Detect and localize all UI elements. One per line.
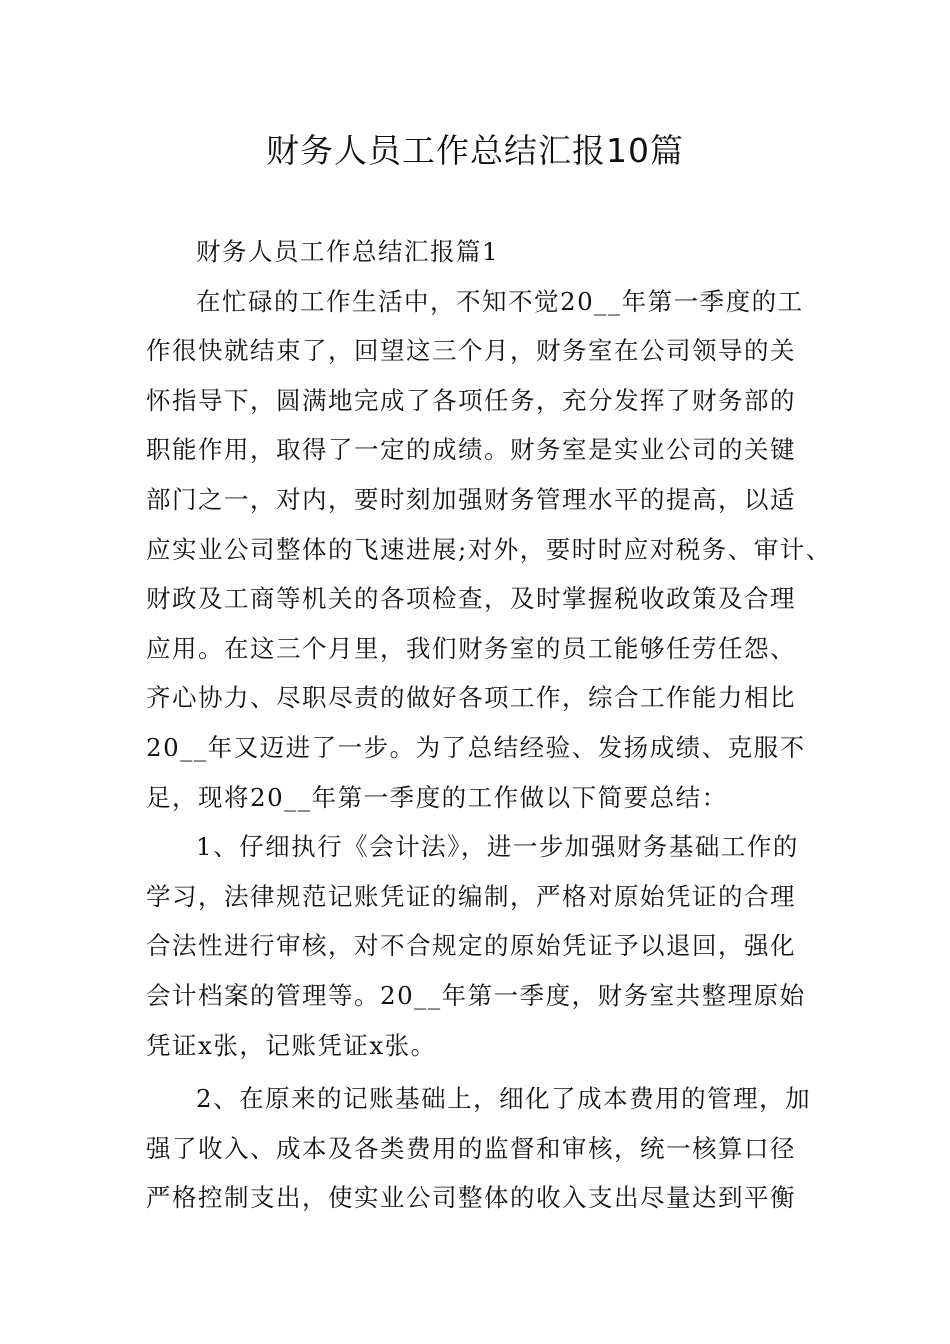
paragraph-line: 严格控制支出，使实业公司整体的收入支出尽量达到平衡 <box>146 1183 796 1213</box>
paragraph-line: 2、在原来的记账基础上，细化了成本费用的管理，加 <box>196 1084 812 1114</box>
paragraph-line: 足，现将20__年第一季度的工作做以下简要总结： <box>146 782 728 812</box>
paragraph-line: 应实业公司整体的飞速进展;对外，要时时应对税务、审计、 <box>146 534 832 564</box>
paragraph-line: 作很快就结束了，回望这三个月，财务室在公司领导的关 <box>146 336 796 366</box>
paragraph-line: 凭证x张，记账凭证x张。 <box>146 1030 437 1060</box>
document-body <box>146 227 832 1223</box>
paragraph-2 <box>146 822 826 1070</box>
paragraph-line: 职能作用，取得了一定的成绩。财务室是实业公司的关键 <box>146 435 796 465</box>
document-title: 财务人员工作总结汇报10篇 <box>266 131 684 170</box>
paragraph-line: 应用。在这三个月里，我们财务室的员工能够任劳任怨、 <box>146 633 796 663</box>
paragraph-line: 合法性进行审核，对不合规定的原始凭证予以退回，强化 <box>146 931 796 961</box>
section-heading: 财务人员工作总结汇报篇1 <box>196 237 500 266</box>
paragraph-line: 齐心协力、尽职尽责的做好各项工作，综合工作能力相比 <box>146 683 796 713</box>
paragraph-line: 学习，法律规范记账凭证的编制，严格对原始凭证的合理 <box>146 881 796 911</box>
paragraph-line: 部门之一，对内，要时刻加强财务管理水平的提高，以适 <box>146 484 796 514</box>
paragraph-line: 怀指导下，圆满地完成了各项任务，充分发挥了财务部的 <box>146 385 796 415</box>
paragraph-line: 1、仔细执行《会计法》，进一步加强财务基础工作的 <box>196 832 799 862</box>
paragraph-1 <box>146 277 832 823</box>
paragraph-line: 在忙碌的工作生活中，不知不觉20__年第一季度的工 <box>196 286 804 316</box>
paragraph-line: 强了收入、成本及各类费用的监督和审核，统一核算口径 <box>146 1133 796 1163</box>
paragraph-line: 20__年又迈进了一步。为了总结经验、发扬成绩、克服不 <box>146 732 806 762</box>
paragraph-3 <box>146 1074 826 1223</box>
paragraph-line: 会计档案的管理等。20__年第一季度，财务室共整理原始 <box>146 980 806 1010</box>
paragraph-line: 财政及工商等机关的各项检查，及时掌握税收政策及合理 <box>146 584 796 614</box>
